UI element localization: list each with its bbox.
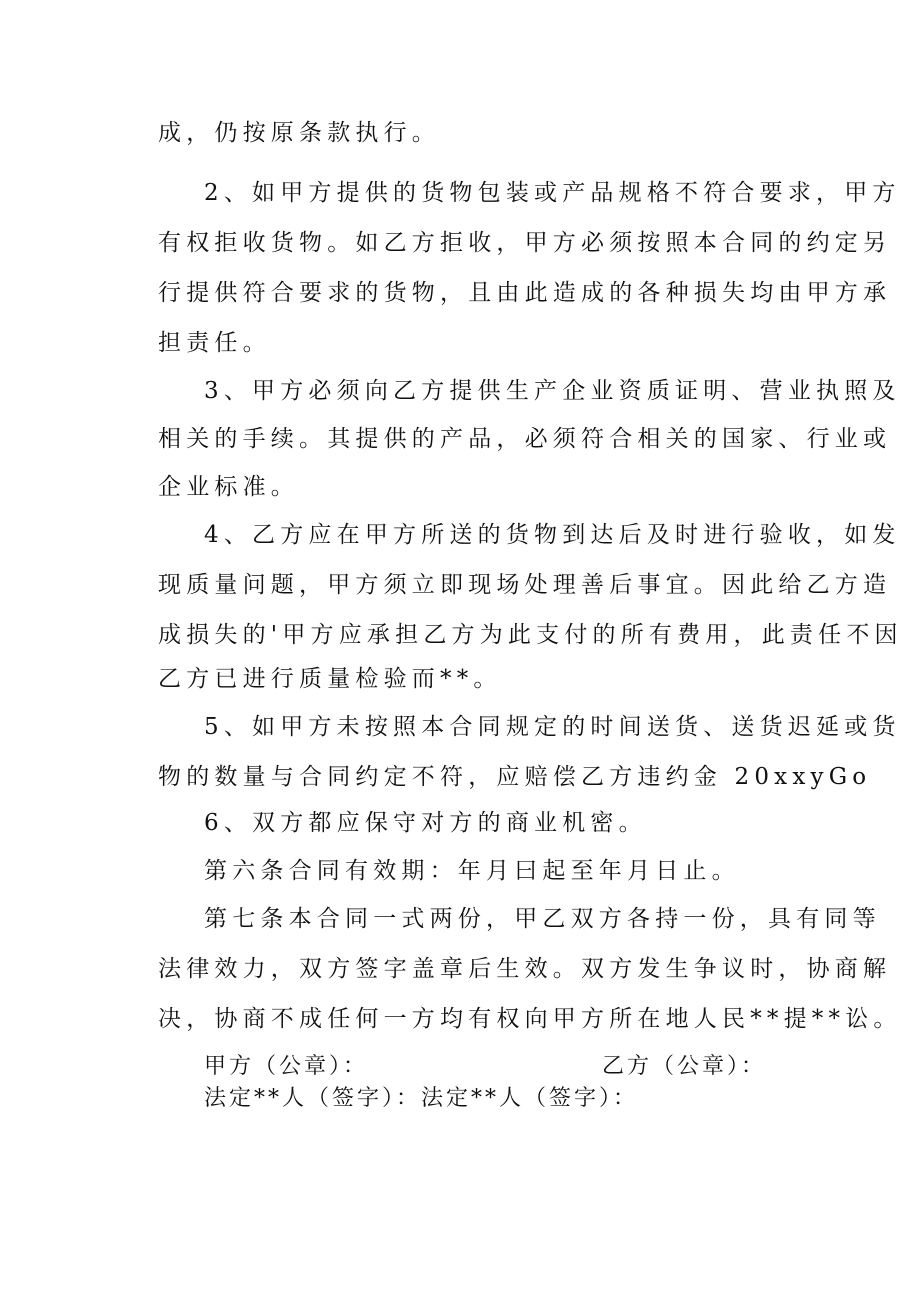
article-7-line-3: 决，协商不成任何一方均有权向甲方所在地人民**提**讼。: [158, 1006, 902, 1032]
clause-4-line-4: 乙方已进行质量检验而**。: [158, 666, 502, 692]
clause-2-line-3: 行提供符合要求的货物，且由此造成的各种损失均由甲方承: [158, 280, 892, 306]
party-a-seal-label: 甲方（公章）：: [204, 1054, 369, 1079]
text-line: 成，仍按原条款执行。: [158, 120, 440, 146]
article-7-line-1: 第七条本合同一式两份，甲乙双方各持一份，具有同等: [204, 906, 881, 932]
clause-6-line-1: 6、双方都应保守对方的商业机密。: [204, 810, 647, 836]
clause-3-line-2: 相关的手续。其提供的产品，必须符合相关的国家、行业或: [158, 426, 892, 452]
clause-5-line-2: 物的数量与合同约定不符，应赔偿乙方违约金 20xxyGo: [158, 764, 872, 790]
article-6-line: 第六条合同有效期：年月曰起至年月日止。: [204, 858, 740, 884]
clause-3-line-3: 企业标准。: [158, 474, 299, 500]
clause-4-line-1: 4、乙方应在甲方所送的货物到达后及时进行验收，如发: [204, 522, 901, 548]
clause-4-line-3: 成损失的'甲方应承担乙方为此支付的所有费用，此责任不因: [158, 622, 903, 648]
clause-2-line-1: 2、如甲方提供的货物包装或产品规格不符合要求，甲方: [204, 180, 901, 206]
clause-5-line-1: 5、如甲方未按照本合同规定的时间送货、送货迟延或货: [204, 714, 901, 740]
article-7-line-2: 法律效力，双方签字盖章后生效。双方发生争议时，协商解: [158, 956, 892, 982]
legal-rep-signature-line: 法定**人（签字）：法定**人（签字）：: [204, 1086, 639, 1111]
clause-3-line-1: 3、甲方必须向乙方提供生产企业资质证明、营业执照及: [204, 378, 901, 404]
clause-2-line-4: 担责任。: [158, 330, 271, 356]
party-b-seal-label: 乙方（公章）：: [602, 1054, 767, 1079]
clause-4-line-2: 现质量问题，甲方须立即现场处理善后事宜。因此给乙方造: [158, 572, 892, 598]
clause-2-line-2: 有权拒收货物。如乙方拒收，甲方必须按照本合同的约定另: [158, 230, 892, 256]
